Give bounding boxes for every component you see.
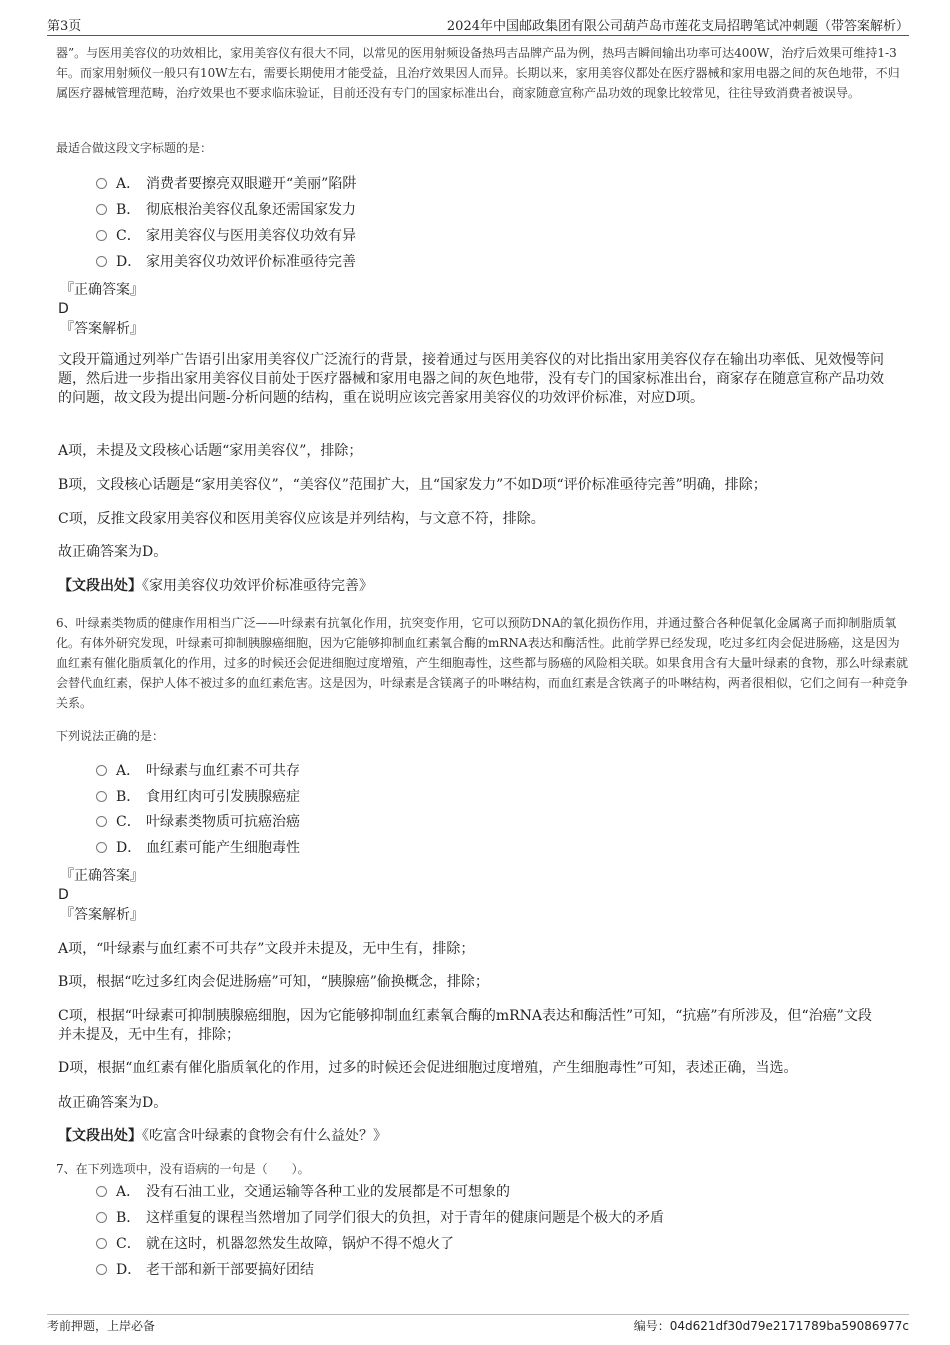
q5-analysis-c: C项，反推文段家用美容仪和医用美容仪应该是并列结构，与文意不符，排除。 bbox=[58, 511, 545, 527]
page-header bbox=[47, 13, 909, 36]
q5-source bbox=[58, 577, 884, 596]
radio-icon[interactable] bbox=[96, 1264, 107, 1275]
q5-analysis-label: 『答案解析』 bbox=[60, 321, 144, 337]
page-number: 第3页 bbox=[47, 19, 82, 34]
q5-option-a[interactable]: A． 消费者要擦亮双眼避开“美丽”陷阱 bbox=[96, 173, 356, 195]
footer-code-value: 04d621df30d79e2171789ba59086977c bbox=[669, 1319, 909, 1333]
q5-analysis-b: B项，文段核心话题是“家用美容仪”，“美容仪”范围扩大，且“国家发力”不如D项“评价标准亟待完善”明确，排除； bbox=[58, 477, 767, 493]
radio-icon[interactable] bbox=[96, 1186, 107, 1197]
q6-passage: 6、叶绿素类物质的健康作用相当广泛——叶绿素有抗氧化作用，抗突变作用，它可以预防DNA的氧化损伤作用，并通过螯合各种促氧化金属离子而抑制脂质氧化。有体外研究发现，叶绿素可抑制胰腺癌细胞，因为它能够抑制血红素氧合酶的mRNA表达和酶活性。此前学界已经发现，吃过多红肉会促进肠癌，这是因为血红素有催化脂质氧化的作用，过多的时候还会促进细胞过度增殖，产生细胞毒性，这些都与肠癌的风险相关联。如果食用含有大量叶绿素的食物，那么叶绿素就会替代血红素，保护人体不被过多的血红素危害。这是因为，叶绿素是含镁离子的卟啉结构，而血红素是含铁离子的卟啉结构，两者很相似，它们之间有一种竞争关系。 bbox=[56, 616, 909, 710]
q5-passage: 器”。与医用美容仪的功效相比，家用美容仪有很大不同，以常见的医用射频设备热玛吉品牌产品为例，热玛吉瞬间输出功率可达400W，治疗后效果可维持1-3年。而家用射频仪一般只有10W左右，需要长期使用才能受益，且治疗效果因人而异。长期以来，家用美容仪都处在医疗器械和家用电器之间的灰色地带，不归属医疗器械管理范畴，治疗效果也不要求临床验证，目前还没有专门的国家标准出台，商家随意宣称产品功效的现象比较常见，往往导致消费者被误导。 bbox=[56, 46, 900, 100]
radio-icon[interactable] bbox=[96, 204, 107, 215]
q5-question: 最适合做这段文字标题的是： bbox=[56, 141, 213, 155]
footer-code-label: 编号： bbox=[633, 1319, 670, 1333]
q5-answer: D bbox=[58, 301, 69, 317]
q6-analysis-a: A项，“叶绿素与血红素不可共存”文段并未提及，无中生有，排除； bbox=[58, 941, 475, 957]
footer-slogan: 考前押题，上岸必备 bbox=[47, 1319, 156, 1333]
page-footer bbox=[47, 1314, 909, 1337]
radio-icon[interactable] bbox=[96, 256, 107, 267]
q5-answer-label: 『正确答案』 bbox=[60, 282, 144, 298]
q7-option-a[interactable]: A． 没有石油工业，交通运输等各种工业的发展都是不可想象的 bbox=[96, 1181, 510, 1203]
q5-source-label: 【文段出处】 bbox=[58, 578, 142, 594]
radio-icon[interactable] bbox=[96, 1238, 107, 1249]
q5-analysis-a: A项，未提及文段核心话题“家用美容仪”，排除； bbox=[58, 443, 363, 459]
q6-analysis-c: C项，根据“叶绿素可抑制胰腺癌细胞，因为它能够抑制血红素氧合酶的mRNA表达和酶活性”可知，“抗癌”有所涉及，但“治癌”文段并未提及，无中生有，排除； bbox=[58, 1008, 872, 1043]
q5-analysis-main: 文段开篇通过列举广告语引出家用美容仪广泛流行的背景，接着通过与医用美容仪的对比指出家用美容仪存在输出功率低、见效慢等问题，然后进一步指出家用美容仪目前处于医疗器械和家用电器之间的灰色地带，没有专门的国家标准出台，商家存在随意宣称产品功效的问题，故文段为提出问题-分析问题的结构，重在说明应该完善家用美容仪的功效评价标准，对应D项。 bbox=[58, 352, 884, 406]
radio-icon[interactable] bbox=[96, 230, 107, 241]
document-title: 2024年中国邮政集团有限公司葫芦岛市莲花支局招聘笔试冲刺题（带答案解析） bbox=[446, 19, 909, 34]
radio-icon[interactable] bbox=[96, 842, 107, 853]
q7-option-d[interactable]: D． 老干部和新干部要搞好团结 bbox=[96, 1259, 314, 1281]
q6-analysis-conclusion: 故正确答案为D。 bbox=[58, 1095, 168, 1111]
q7-option-c[interactable]: C． 就在这时，机器忽然发生故障，锅炉不得不熄火了 bbox=[96, 1233, 454, 1255]
q5-option-c[interactable]: C． 家用美容仪与医用美容仪功效有异 bbox=[96, 225, 356, 247]
q7-option-b[interactable]: B． 这样重复的课程当然增加了同学们很大的负担，对于青年的健康问题是个极大的矛盾 bbox=[96, 1207, 664, 1229]
q6-source-label: 【文段出处】 bbox=[58, 1128, 142, 1144]
q6-option-a[interactable]: A． 叶绿素与血红素不可共存 bbox=[96, 760, 300, 782]
q6-answer: D bbox=[58, 887, 69, 903]
q6-option-c[interactable]: C． 叶绿素类物质可抗癌治癌 bbox=[96, 811, 300, 833]
radio-icon[interactable] bbox=[96, 791, 107, 802]
radio-icon[interactable] bbox=[96, 1212, 107, 1223]
q6-analysis-d: D项，根据“血红素有催化脂质氧化的作用，过多的时候还会促进细胞过度增殖，产生细胞毒性”可知，表述正确，当选。 bbox=[58, 1060, 798, 1076]
radio-icon[interactable] bbox=[96, 816, 107, 827]
q6-option-b[interactable]: B． 食用红肉可引发胰腺癌症 bbox=[96, 786, 300, 808]
q6-source-title: 《吃富含叶绿素的食物会有什么益处？》 bbox=[142, 1128, 387, 1144]
q5-source-title: 《家用美容仪功效评价标准亟待完善》 bbox=[142, 578, 373, 594]
footer-code bbox=[634, 1317, 909, 1334]
q5-option-b[interactable]: B． 彻底根治美容仪乱象还需国家发力 bbox=[96, 199, 356, 221]
q6-answer-label: 『正确答案』 bbox=[60, 868, 144, 884]
q5-option-d[interactable]: D． 家用美容仪功效评价标准亟待完善 bbox=[96, 251, 356, 273]
q6-analysis-b: B项，根据“吃过多红肉会促进肠癌”可知，“胰腺癌”偷换概念，排除； bbox=[58, 974, 489, 990]
q6-source bbox=[58, 1127, 884, 1146]
q6-option-d[interactable]: D． 血红素可能产生细胞毒性 bbox=[96, 837, 300, 859]
q6-question: 下列说法正确的是： bbox=[56, 729, 165, 743]
q6-analysis-label: 『答案解析』 bbox=[60, 907, 144, 923]
radio-icon[interactable] bbox=[96, 765, 107, 776]
radio-icon[interactable] bbox=[96, 178, 107, 189]
q5-analysis-conclusion: 故正确答案为D。 bbox=[58, 544, 168, 560]
q7-question: 7、在下列选项中，没有语病的一句是（ ）。 bbox=[56, 1162, 310, 1176]
